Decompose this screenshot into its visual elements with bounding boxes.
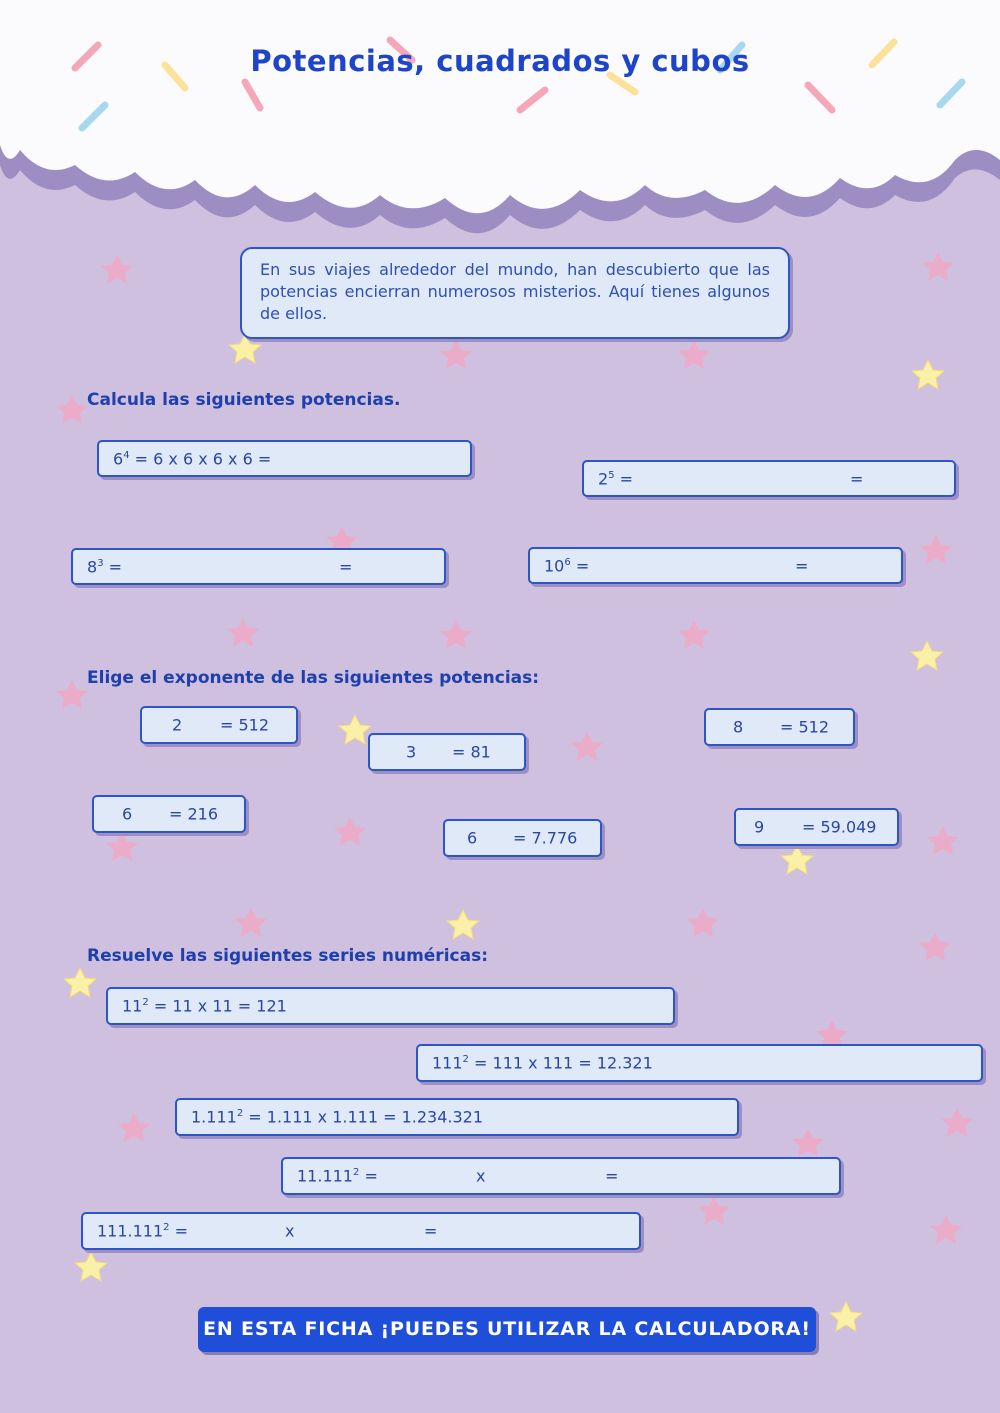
calcula-box-3[interactable] (71, 548, 446, 585)
series-box-1[interactable] (106, 987, 675, 1025)
elige-box-4[interactable] (92, 795, 246, 833)
series-box-4[interactable] (281, 1157, 841, 1195)
calcula-box-1-text: $6^4 = 6$ x 6 x 6 x 6 = (113, 449, 272, 468)
elige-box-5-base: 6 (467, 828, 478, 848)
elige-box-5[interactable] (443, 819, 602, 857)
series-box-2-text: $111^2 = 111$ x 111 = 12.321 (432, 1053, 653, 1073)
elige-box-1[interactable] (140, 706, 298, 744)
calculator-banner: EN ESTA FICHA ¡PUEDES UTILIZAR LA CALCULADORA! (198, 1307, 816, 1352)
calcula-box-2-power: $2^5$ = (598, 469, 634, 488)
calcula-box-2[interactable] (582, 460, 956, 497)
calcula-box-3-equals: = (339, 557, 353, 576)
elige-box-2-base: 3 (406, 742, 417, 762)
elige-box-3[interactable] (704, 708, 855, 746)
series-box-3-text: 1.111$^2$ = 1.111 x 1.111 = 1.234.321 (191, 1107, 484, 1127)
section-heading-elige: Elige el exponente de las siguientes potencias: (87, 668, 540, 688)
calcula-box-3-power: $8^3$ = (87, 557, 123, 576)
elige-box-3-result: = 512 (780, 717, 830, 737)
page-title: Potencias, cuadrados y cubos (250, 44, 750, 78)
elige-box-4-base: 6 (122, 804, 133, 824)
series-box-2[interactable] (416, 1044, 983, 1082)
elige-box-4-result: = 216 (169, 804, 219, 824)
series-box-1-text: $11^2 = 11$ x 11 = 121 (122, 996, 287, 1016)
section-heading-calcula: Calcula las siguientes potencias. (87, 390, 401, 410)
calcula-box-4[interactable] (528, 547, 903, 584)
intro-text-box: En sus viajes alrededor del mundo, han descubierto que las potencias encierran numerosos misterios. Aquí tienes algunos de ellos. (240, 247, 790, 339)
calcula-box-4-power: $10^6$ = (544, 556, 590, 575)
elige-box-2[interactable] (368, 733, 526, 771)
elige-box-2-result: = 81 (452, 742, 491, 762)
cloud-top (0, 0, 1000, 213)
calcula-box-4-equals: = (795, 556, 809, 575)
elige-box-3-base: 8 (733, 717, 744, 737)
series-box-4-equals: = (605, 1166, 619, 1186)
calcula-box-2-equals: = (850, 469, 864, 488)
series-box-5-equals: = (424, 1221, 438, 1241)
series-box-3[interactable] (175, 1098, 739, 1136)
elige-box-1-result: = 512 (220, 715, 270, 735)
series-box-4-times: x (476, 1166, 486, 1186)
elige-box-6-base: 9 (754, 817, 765, 837)
section-heading-resuelve: Resuelve las siguientes series numéricas: (87, 946, 488, 966)
elige-box-6-result: = 59.049 (802, 817, 877, 837)
series-box-5-power: 111.111$^2$ = (97, 1221, 189, 1241)
elige-box-5-result: = 7.776 (513, 828, 578, 848)
elige-box-6[interactable] (734, 808, 899, 846)
series-box-5-times: x (285, 1221, 295, 1241)
elige-box-1-base: 2 (172, 715, 183, 735)
series-box-5[interactable] (81, 1212, 641, 1250)
calcula-box-1[interactable] (97, 440, 472, 477)
series-box-4-power: 11.111$^2$ = (297, 1166, 378, 1186)
